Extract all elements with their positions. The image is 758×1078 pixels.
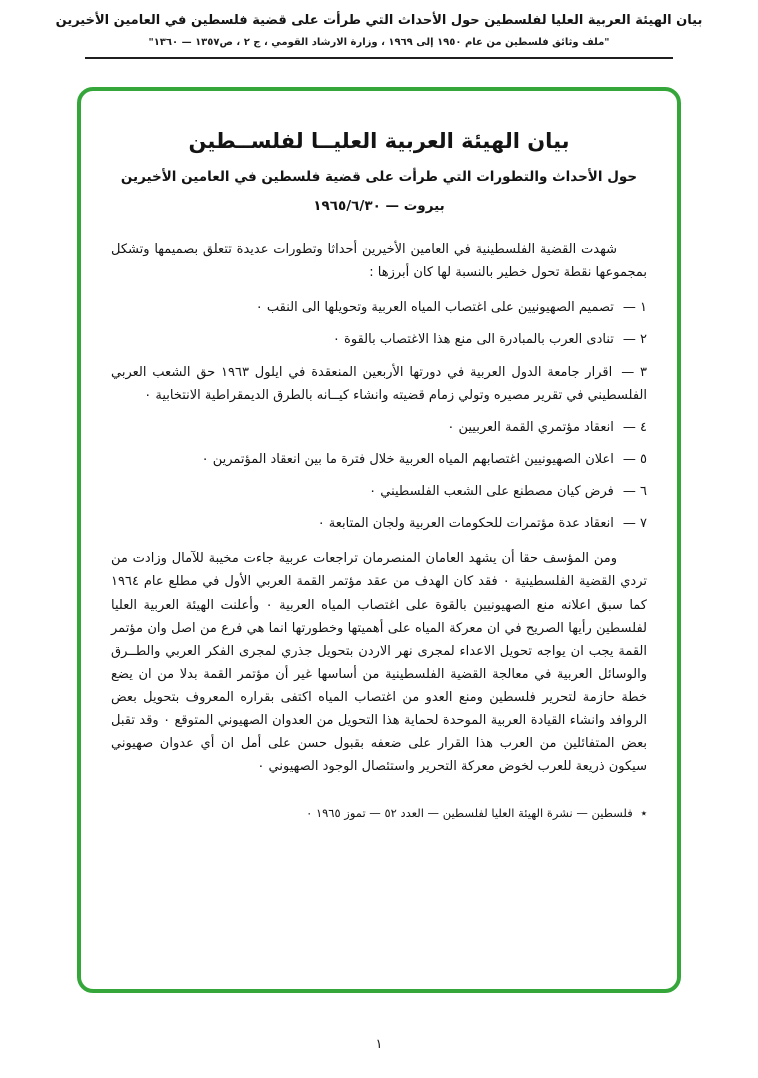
list-item <box>111 448 647 471</box>
list-item-number: ٤ — <box>622 419 647 435</box>
list-item-number: ٣ — <box>621 364 648 380</box>
list-item-number: ٧ — <box>622 516 647 532</box>
header-source-citation: "ملف وثائق فلسطين من عام ١٩٥٠ إلى ١٩٦٩ ، وزارة الارشاد القومي ، ج ٢ ، ص١٣٥٧ — ١٣٦٠" <box>148 36 610 48</box>
list-item-number: ٦ — <box>622 484 647 499</box>
intro-paragraph: شهدت القضية الفلسطينية في العامين الأخيرين أحداثا وتطورات عديدة تتعلق بصميمها وتشكل بمجموعها نقطة تحول خطير بالنسبة لها كان أبرزها : <box>111 242 647 281</box>
page-header <box>0 12 758 59</box>
list-item-text: فرض كيان مصطنع على الشعب الفلسطيني ٠ <box>369 484 614 499</box>
numbered-list <box>111 296 647 535</box>
list-item <box>111 480 647 503</box>
document-subtitle: حول الأحداث والتطورات التي طرأت على قضية فلسطين في العامين الأخيرين <box>120 169 638 185</box>
page-number: ١ <box>375 1037 383 1052</box>
list-item-text: اقرار جامعة الدول العربية في دورتها الأربعين المنعقدة في ايلول ١٩٦٣ حق الشعب العربي الفلسطيني في تقرير مصيره وتولي زمام قضيته وانشاء كيــانه بالطرق الديمقراطية الانتخابية ٠ <box>111 364 647 403</box>
list-item-text: اعلان الصهيونيين اغتصابهم المياه العربية خلال فترة ما بين انعقاد المؤتمرين ٠ <box>201 451 614 467</box>
footnote <box>111 803 647 823</box>
document-border-frame <box>77 87 681 993</box>
list-item-number: ٥ — <box>622 451 647 467</box>
list-item <box>111 328 647 351</box>
footnote-text: فلسطين — نشرة الهيئة العليا لفلسطين — العدد ٥٢ — تموز ١٩٦٥ ٠ <box>306 805 633 820</box>
document-body <box>111 238 647 823</box>
list-item <box>111 416 647 439</box>
header-title: بيان الهيئة العربية العليا لفلسطين حول الأحداث التي طرأت على قضية فلسطين في العامين الأخيرين <box>55 13 703 28</box>
list-item-number: ١ — <box>622 300 647 316</box>
list-item <box>111 361 647 407</box>
list-item-text: تنادى العرب بالمبادرة الى منع هذا الاغتصاب بالقوة ٠ <box>332 332 614 348</box>
header-divider <box>85 57 673 59</box>
list-item-text: انعقاد عدة مؤتمرات للحكومات العربية ولجان المتابعة ٠ <box>317 516 614 532</box>
list-item <box>111 512 647 535</box>
list-item-number: ٢ — <box>622 332 647 348</box>
body-paragraph: ومن المؤسف حقا أن يشهد العامان المنصرمان تراجعات عربية جاءت مخيبة للآمال وزادت من تردي القضية الفلسطينية ٠ فقد كان الهدف من عقد مؤتمر القمة العربي الأول في مطلع عام ١٩٦٤ كما سبق اعلانه منع الصهيونيين بالقوة على اغتصاب المياه العربية ٠ وأعلنت الهيئة العربية العليا لفلسطين رأيها الصريح في ان معركة المياه على أهميتها وخطورتها انما هي فرع من اصل وان مؤتمر القمة يجب ان يواجه تحويل الاعداء لمجرى نهر الاردن بتحويل جذري لمجرى الفكر العربي والطــرق والوسائل العربية في معالجة القضية الفلسطينية من أساسها غير أن مؤتمر القمة بدلا من ان يضع خطة حازمة لتحرير فلسطين ومنع العدو من اغتصاب المياه اكتفى بقراره المعروف بتحويل بعض الروافد وانشاء القيادة العربية الموحدة لحماية هذا التحويل من العدوان الصهيوني المتوقع ٠ وقد تقبل بعض المتفائلين من العرب هذا القرار على ضعفه بقبول حسن على أمل ان أي عدوان صهيوني سيكون ذريعة للعرب لخوض معركة التحرير واستئصال الوجود الصهيوني ٠ <box>111 551 648 775</box>
document-dateline: بيروت — ١٩٦٥/٦/٣٠ <box>313 198 445 214</box>
list-item-text: تصميم الصهيونيين على اغتصاب المياه العربية وتحويلها الى النقب ٠ <box>255 300 614 316</box>
list-item-text: انعقاد مؤتمري القمة العربيين ٠ <box>447 419 614 435</box>
footnote-asterisk-icon: ٭ <box>640 805 647 820</box>
list-item <box>111 296 647 319</box>
document-title: بيان الهيئة العربية العليــا لفلســطين <box>188 129 570 153</box>
